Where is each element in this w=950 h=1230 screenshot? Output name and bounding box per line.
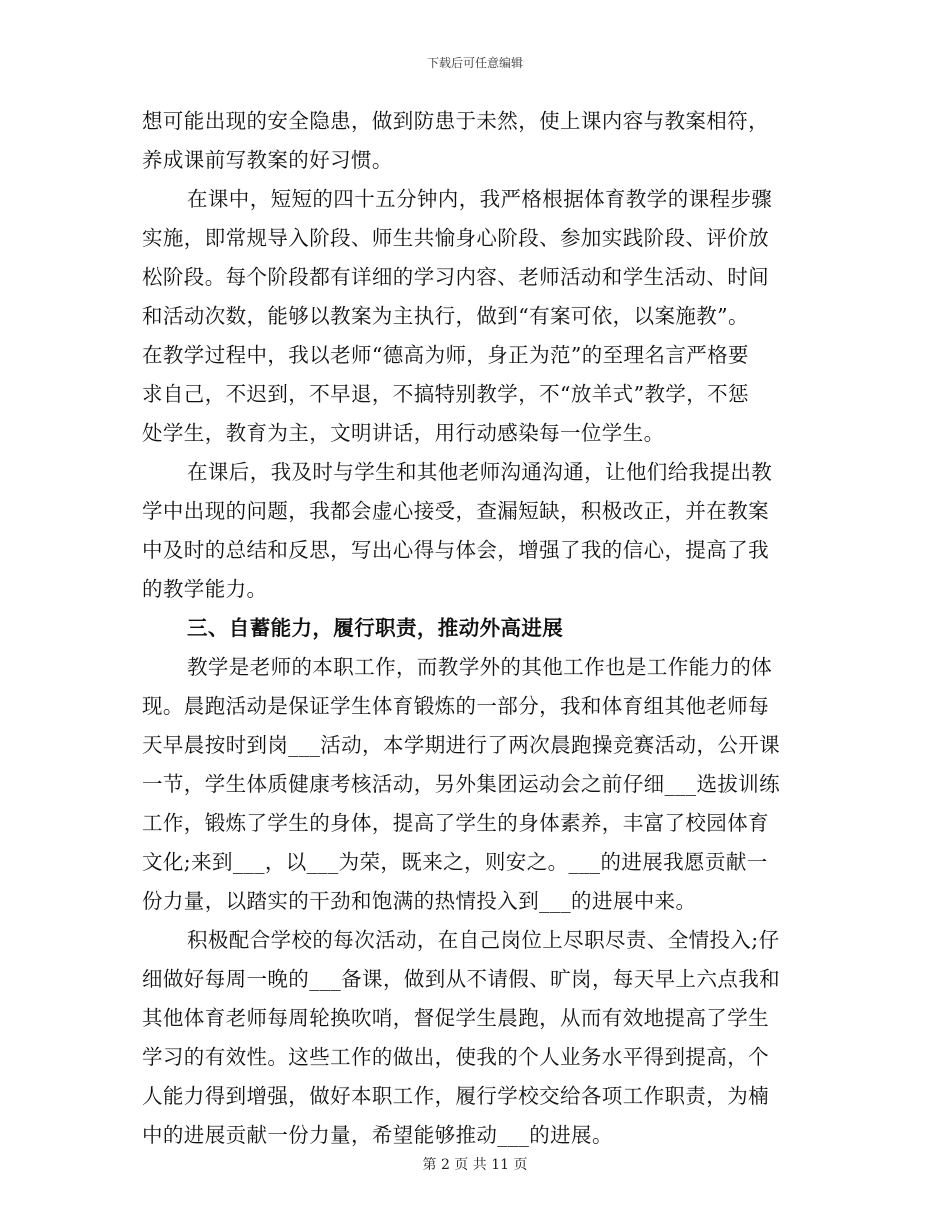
text-line: 天早晨按时到岗___活动，本学期进行了两次晨跑操竞赛活动，公开课 bbox=[142, 733, 781, 757]
paragraph-start: 积极配合学校的每次活动，在自己岗位上尽职尽责、全情投入;仔 bbox=[187, 928, 780, 952]
page-header: 下载后可任意编辑 bbox=[426, 56, 523, 70]
text-line: 松阶段。每个阶段都有详细的学习内容、老师活动和学生活动、时间 bbox=[142, 265, 769, 289]
text-line: 其他体育老师每周轮换吹哨，督促学生晨跑，从而有效地提高了学生 bbox=[142, 1006, 769, 1030]
text-line: 细做好每周一晚的___备课，做到从不请假、旷岗，每天早上六点我和 bbox=[142, 967, 781, 991]
text-line: 实施，即常规导入阶段、师生共愉身心阶段、参加实践阶段、评价放 bbox=[142, 226, 769, 250]
document-body bbox=[142, 102, 810, 1155]
text-line: 和活动次数，能够以教案为主执行，做到“有案可依，以案施教”。 bbox=[142, 304, 749, 328]
paragraph-start: 在课中，短短的四十五分钟内，我严格根据体育教学的课程步骤 bbox=[187, 187, 773, 211]
text-line: 处学生，教育为主，文明讲话，用行动感染每一位学生。 bbox=[142, 421, 665, 445]
text-line: 中的进展贡献一份力量，希望能够推动___的进展。 bbox=[142, 1123, 613, 1147]
text-line: 的教学能力。 bbox=[142, 577, 268, 601]
text-line: 想可能出现的安全隐患，做到防患于未然，使上课内容与教案相符， bbox=[142, 109, 769, 133]
text-line: 求自己，不迟到，不早退，不搞特别教学，不“放羊式”教学，不惩 bbox=[142, 382, 749, 406]
text-line: 份力量，以踏实的干劲和饱满的热情投入到___的进展中来。 bbox=[142, 889, 697, 913]
text-line: 在教学过程中，我以老师“德高为师，身正为范”的至理名言严格要 bbox=[142, 343, 749, 367]
page-footer: 第 2 页 共 11 页 bbox=[422, 1157, 528, 1173]
paragraph-start: 教学是老师的本职工作，而教学外的其他工作也是工作能力的体 bbox=[187, 655, 773, 679]
section-heading: 三、自蓄能力，履行职责，推动外高进展 bbox=[187, 616, 564, 640]
text-line: 学习的有效性。这些工作的做出，使我的个人业务水平得到提高，个 bbox=[142, 1045, 769, 1069]
text-line: 现。晨跑活动是保证学生体育锻炼的一部分，我和体育组其他老师每 bbox=[142, 694, 769, 718]
text-line: 工作，锻炼了学生的身体，提高了学生的身体素养，丰富了校园体育 bbox=[142, 811, 769, 835]
text-line: 养成课前写教案的好习惯。 bbox=[142, 148, 393, 172]
text-line: 学中出现的问题，我都会虚心接受，查漏短缺，积极改正，并在教案 bbox=[142, 499, 769, 523]
text-line: 一节，学生体质健康考核活动，另外集团运动会之前仔细___选拔训练 bbox=[142, 772, 781, 796]
text-line: 人能力得到增强，做好本职工作，履行学校交给各项工作职责，为楠 bbox=[142, 1084, 769, 1108]
text-line: 文化;来到___，以___为荣，既来之，则安之。___的进展我愿贡献一 bbox=[142, 850, 768, 874]
text-line: 中及时的总结和反思，写出心得与体会，增强了我的信心，提高了我 bbox=[142, 538, 769, 562]
paragraph-start: 在课后，我及时与学生和其他老师沟通沟通，让他们给我提出教 bbox=[187, 460, 773, 484]
